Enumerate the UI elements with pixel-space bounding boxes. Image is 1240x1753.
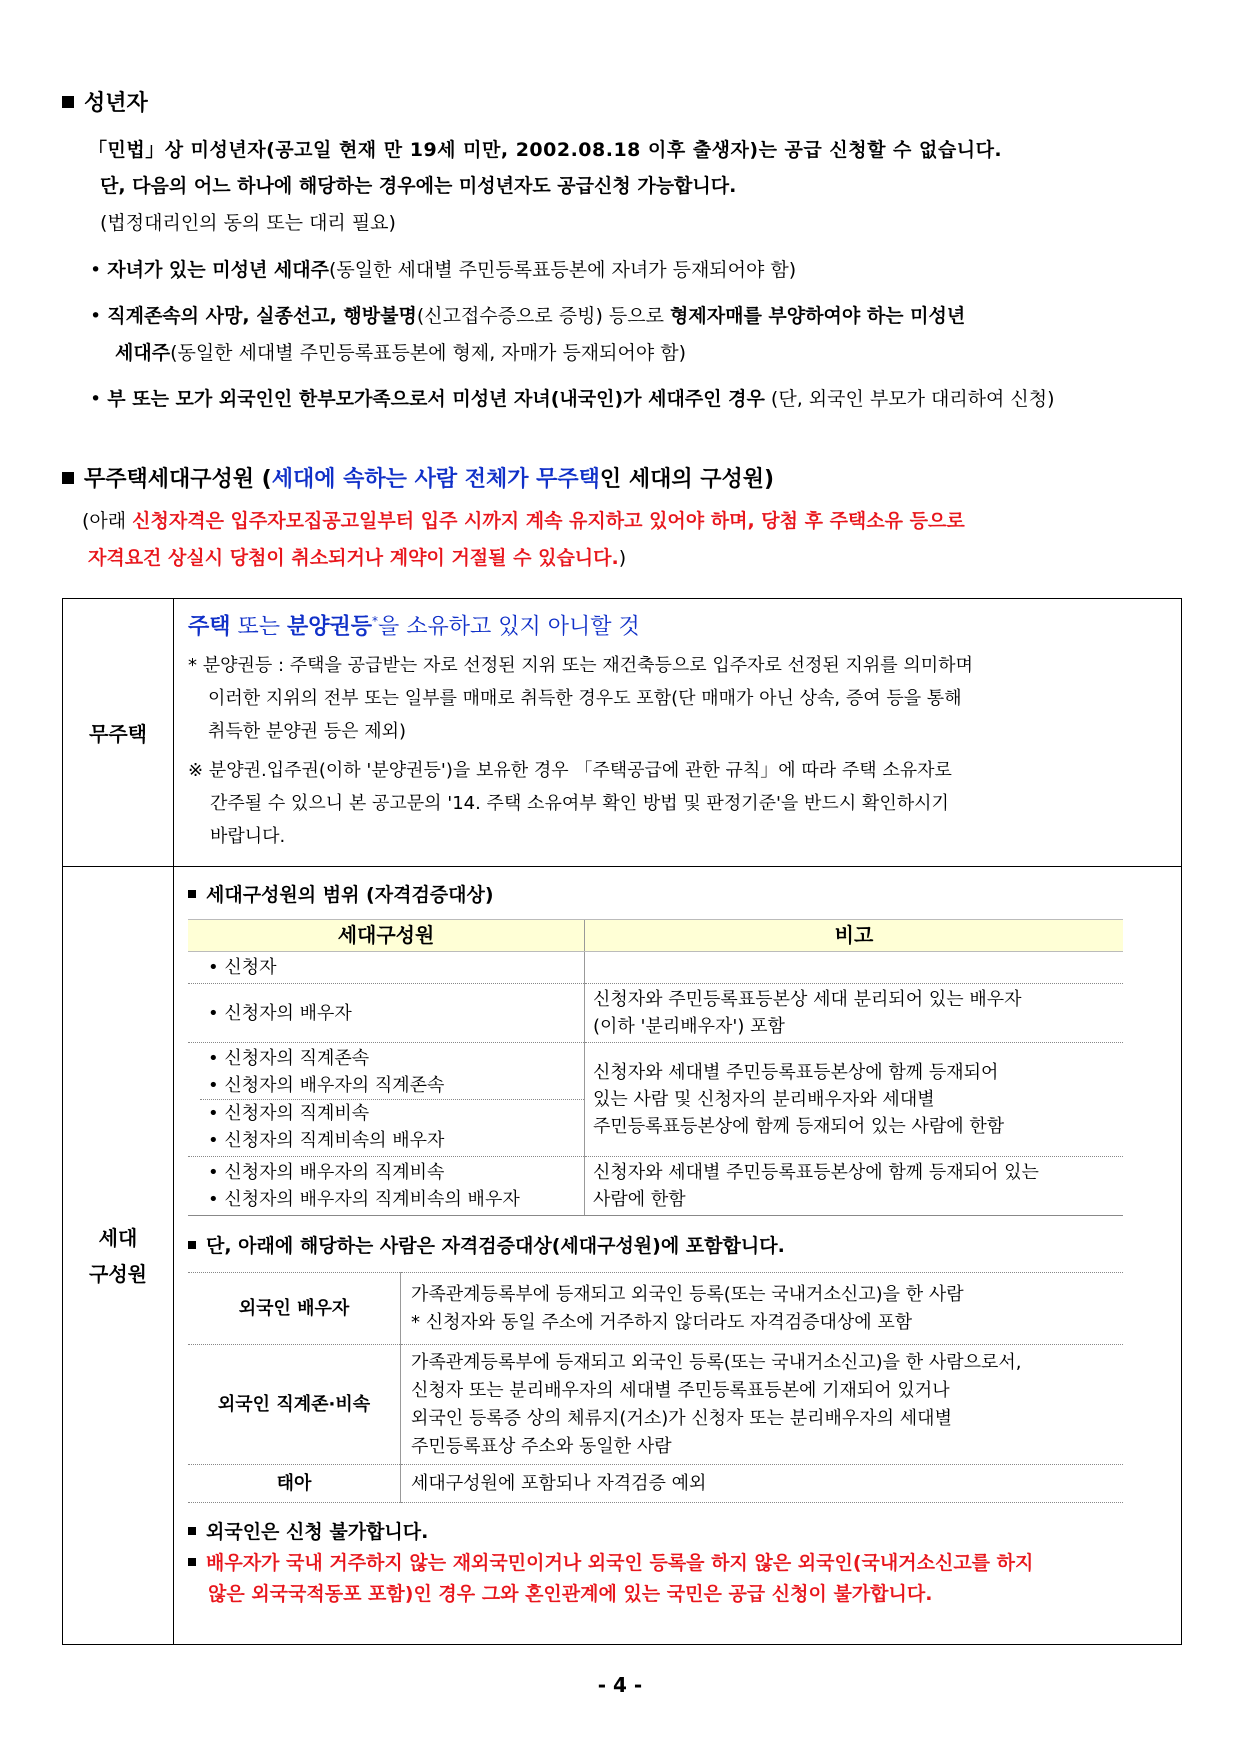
foreign-lineal-line4: 주민등록표상 주소와 동일한 사람 <box>411 1435 672 1457</box>
homeless-definition-cell <box>174 599 1182 867</box>
table-row <box>188 1465 1123 1503</box>
presale-right-definition: * 분양권등 : 주택을 공급받는 자로 선정된 지위 또는 재건축등으로 입주자로 선정된 지위를 의미하며 <box>188 655 973 677</box>
minor-bullet-2-cont: 세대주(동일한 세대별 주민등록표등본에 형제, 자매가 등재되어야 함) <box>115 342 687 364</box>
foreign-lineal-line2: 신청자 또는 분리배우자의 세대별 주민등록표등본에 기재되어 있거나 <box>411 1379 950 1401</box>
foreign-lineal-line1: 가족관계등록부에 등재되고 외국인 등록(또는 국내거소신고)을 한 사람으로서, <box>411 1351 1022 1373</box>
lineal-note-line1: 신청자와 세대별 주민등록표등본상에 함께 등재되어 <box>593 1062 999 1083</box>
spouse-note-line2: (이하 '분리배우자') 포함 <box>593 1016 785 1037</box>
minor-bullet-3: • 부 또는 모가 외국인인 한부모가족으로서 미성년 자녀(내국인)가 세대주인 경우 (단, 외국인 부모가 대리하여 신청) <box>90 388 1055 410</box>
member-spouse-descendants-note <box>585 1157 1124 1216</box>
square-bullet-icon <box>62 472 74 484</box>
fetus-desc: 세대구성원에 포함되나 자격검증 예외 <box>401 1465 1124 1503</box>
table-row <box>188 1157 1123 1216</box>
foreign-spouse-desc <box>401 1273 1124 1345</box>
table-row <box>188 1345 1123 1465</box>
page-number: - 4 - <box>597 1673 643 1697</box>
spouse-note-line1: 신청자와 주민등록표등본상 세대 분리되어 있는 배우자 <box>593 989 1022 1010</box>
spouse-desc-note-line1: 신청자와 세대별 주민등록표등본상에 함께 등재되어 있는 <box>593 1162 1039 1183</box>
foreign-spouse-label: 외국인 배우자 <box>188 1273 401 1345</box>
table-row-household <box>63 867 1182 1645</box>
table-row <box>188 952 1123 984</box>
spouse-abroad-note: 배우자가 국내 거주하지 않는 재외국민이거나 외국인 등록을 하지 않은 외국인(국내거소신고를 하지 <box>188 1548 1171 1579</box>
spouse-desc-note-line2: 사람에 한함 <box>593 1189 686 1210</box>
foreign-lineal-label: 외국인 직계존·비속 <box>188 1345 401 1465</box>
foreign-not-eligible-note: 외국인은 신청 불가합니다. <box>188 1517 1171 1548</box>
small-square-bullet-icon <box>188 1241 196 1249</box>
presale-right-definition-cont2: 취득한 분양권 등은 제외) <box>208 721 407 743</box>
minor-guardian-note: (법정대리인의 동의 또는 대리 필요) <box>100 212 396 234</box>
include-title: 단, 아래에 해당하는 사람은 자격검증대상(세대구성원)에 포함합니다. <box>188 1230 1171 1262</box>
small-square-bullet-icon <box>188 1558 196 1566</box>
member-spouse: • 신청자의 배우자 <box>188 984 585 1043</box>
scope-title: 세대구성원의 범위 (자격검증대상) <box>188 879 1171 911</box>
presale-right-definition-cont: 이러한 지위의 전부 또는 일부를 매매로 취득한 경우도 포함(단 매매가 아닌 상속, 증여 등을 통해 <box>208 688 962 710</box>
foreign-member-table <box>188 1272 1123 1503</box>
member-ascendants-note <box>585 1043 1124 1157</box>
row-header-household-line2: 구성원 <box>89 1261 147 1286</box>
homeless-definition-title: 주택 또는 분양권등*을 소유하고 있지 아니할 것 <box>188 614 640 640</box>
table-row-homeless <box>63 599 1182 867</box>
square-bullet-icon <box>62 96 74 108</box>
small-square-bullet-icon <box>188 1527 196 1535</box>
section-heading-homeless: 무주택세대구성원 (세대에 속하는 사람 전체가 무주택인 세대의 구성원) <box>62 462 774 493</box>
homeless-note-line2: 자격요건 상실시 당첨이 취소되거나 계약이 거절될 수 있습니다.) <box>88 547 627 569</box>
household-definition-cell <box>174 867 1182 1645</box>
presale-right-warning-cont2: 바랍니다. <box>210 826 286 848</box>
minor-bullet-1: • 자녀가 있는 미성년 세대주(동일한 세대별 주민등록표등본에 자녀가 등재되어야 함) <box>90 259 797 281</box>
section-heading-minor: 성년자 <box>62 86 148 117</box>
foreign-lineal-desc <box>401 1345 1124 1465</box>
row-header-household <box>63 867 174 1645</box>
lineal-note-line2: 있는 사람 및 신청자의 분리배우자와 세대별 <box>593 1089 935 1110</box>
household-scope-table <box>188 919 1123 1216</box>
member-applicant-note <box>585 952 1124 984</box>
table-row <box>188 1043 1123 1157</box>
col-header-note: 비고 <box>585 920 1124 952</box>
foreign-lineal-line3: 외국인 등록증 상의 체류지(거소)가 신청자 또는 분리배우자의 세대별 <box>411 1407 952 1429</box>
minor-exception-line: 단, 다음의 어느 하나에 해당하는 경우에는 미성년자도 공급신청 가능합니다. <box>100 175 737 197</box>
row-header-household-line1: 세대 <box>98 1225 138 1250</box>
member-spouse-note <box>585 984 1124 1043</box>
homeless-note-line1: (아래 신청자격은 입주자모집공고일부터 입주 시까지 계속 유지하고 있어야 하며, 당첨 후 주택소유 등으로 <box>82 510 965 532</box>
col-header-member: 세대구성원 <box>188 920 585 952</box>
table-row <box>188 1273 1123 1345</box>
row-header-homeless: 무주택 <box>63 599 174 867</box>
fetus-label: 태아 <box>188 1465 401 1503</box>
spouse-abroad-note-cont: 않은 외국국적동포 포함)인 경우 그와 혼인관계에 있는 국민은 공급 신청이 불가합니다. <box>208 1583 933 1605</box>
minor-rule-line: 「민법」상 미성년자(공고일 현재 만 19세 미만, 2002.08.18 이후 출생자)는 공급 신청할 수 없습니다. <box>88 139 1003 161</box>
member-spouse-descendants: • 신청자의 배우자의 직계비속 • 신청자의 배우자의 직계비속의 배우자 <box>188 1157 585 1216</box>
lineal-note-line3: 주민등록표등본상에 함께 등재되어 있는 사람에 한함 <box>593 1116 1005 1137</box>
minor-bullet-2: • 직계존속의 사망, 실종선고, 행방불명(신고접수증으로 증빙) 등으로 형제자매를 부양하여야 하는 미성년 <box>90 305 966 327</box>
foreign-spouse-line2: * 신청자와 동일 주소에 거주하지 않더라도 자격검증대상에 포함 <box>411 1311 913 1333</box>
member-ascendants: • 신청자의 직계존속 • 신청자의 배우자의 직계존속 • 신청자의 직계비속 • 신청자의 직계비속의 배우자 <box>188 1043 585 1157</box>
presale-right-warning: ※ 분양권.입주권(이하 '분양권등')을 보유한 경우 「주택공급에 관한 규칙」에 따라 주택 소유자로 <box>188 760 952 782</box>
small-square-bullet-icon <box>188 890 196 898</box>
presale-right-warning-cont: 간주될 수 있으니 본 공고문의 '14. 주택 소유여부 확인 방법 및 판정기준'을 반드시 확인하시기 <box>210 793 949 815</box>
table-row <box>188 984 1123 1043</box>
foreign-spouse-line1: 가족관계등록부에 등재되고 외국인 등록(또는 국내거소신고)을 한 사람 <box>411 1283 964 1305</box>
eligibility-table <box>62 598 1182 1645</box>
member-applicant: • 신청자 <box>188 952 585 984</box>
